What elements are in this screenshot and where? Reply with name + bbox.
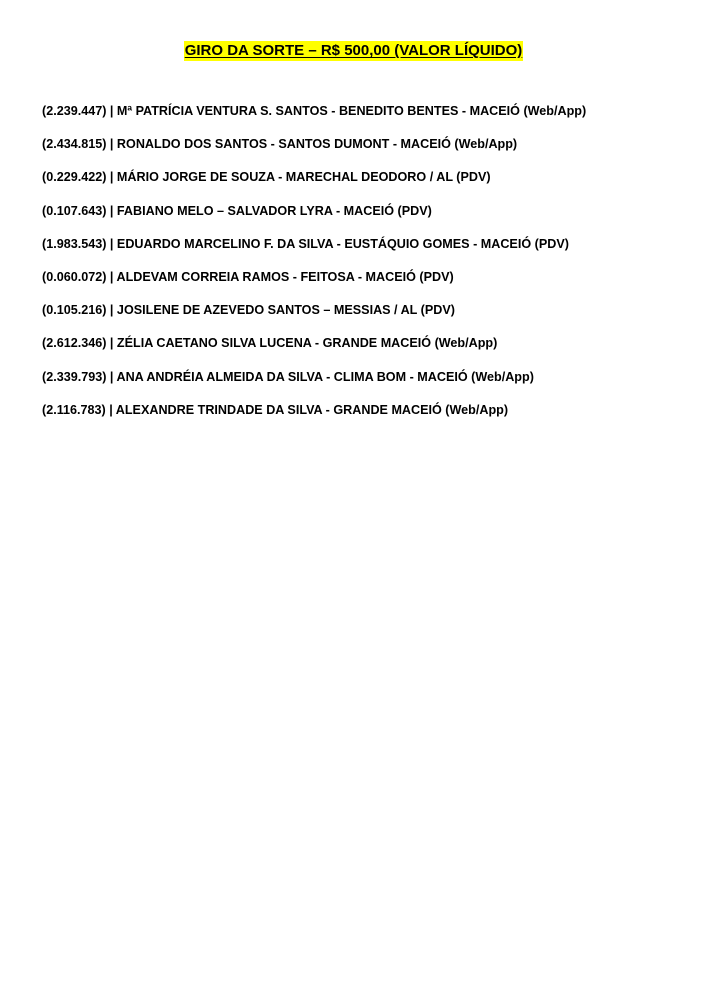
winner-entry: (0.229.422) | MÁRIO JORGE DE SOUZA - MARECHAL DEODORO / AL (PDV) bbox=[42, 170, 491, 185]
winner-entry: (2.116.783) | ALEXANDRE TRINDADE DA SILVA - GRANDE MACEIÓ (Web/App) bbox=[42, 402, 509, 417]
winner-entry: (2.612.346) | ZÉLIA CAETANO SILVA LUCENA - GRANDE MACEIÓ (Web/App) bbox=[42, 336, 498, 351]
winner-entry: (2.339.793) | ANA ANDRÉIA ALMEIDA DA SILVA - CLIMA BOM - MACEIÓ (Web/App) bbox=[42, 369, 534, 384]
winner-entry: (0.105.216) | JOSILENE DE AZEVEDO SANTOS – MESSIAS / AL (PDV) bbox=[42, 303, 455, 318]
winner-entry: (0.060.072) | ALDEVAM CORREIA RAMOS - FEITOSA - MACEIÓ (PDV) bbox=[42, 269, 454, 284]
title-container bbox=[0, 41, 707, 61]
winner-entry: (1.983.543) | EDUARDO MARCELINO F. DA SILVA - EUSTÁQUIO GOMES - MACEIÓ (PDV) bbox=[42, 236, 569, 251]
winners-list bbox=[42, 101, 586, 433]
page-title: GIRO DA SORTE – R$ 500,00 (VALOR LÍQUIDO) bbox=[184, 42, 523, 59]
winner-entry: (2.434.815) | RONALDO DOS SANTOS - SANTOS DUMONT - MACEIÓ (Web/App) bbox=[42, 137, 518, 152]
winner-entry: (2.239.447) | Mª PATRÍCIA VENTURA S. SANTOS - BENEDITO BENTES - MACEIÓ (Web/App) bbox=[42, 104, 587, 118]
winner-entry: (0.107.643) | FABIANO MELO – SALVADOR LYRA - MACEIÓ (PDV) bbox=[42, 203, 432, 218]
